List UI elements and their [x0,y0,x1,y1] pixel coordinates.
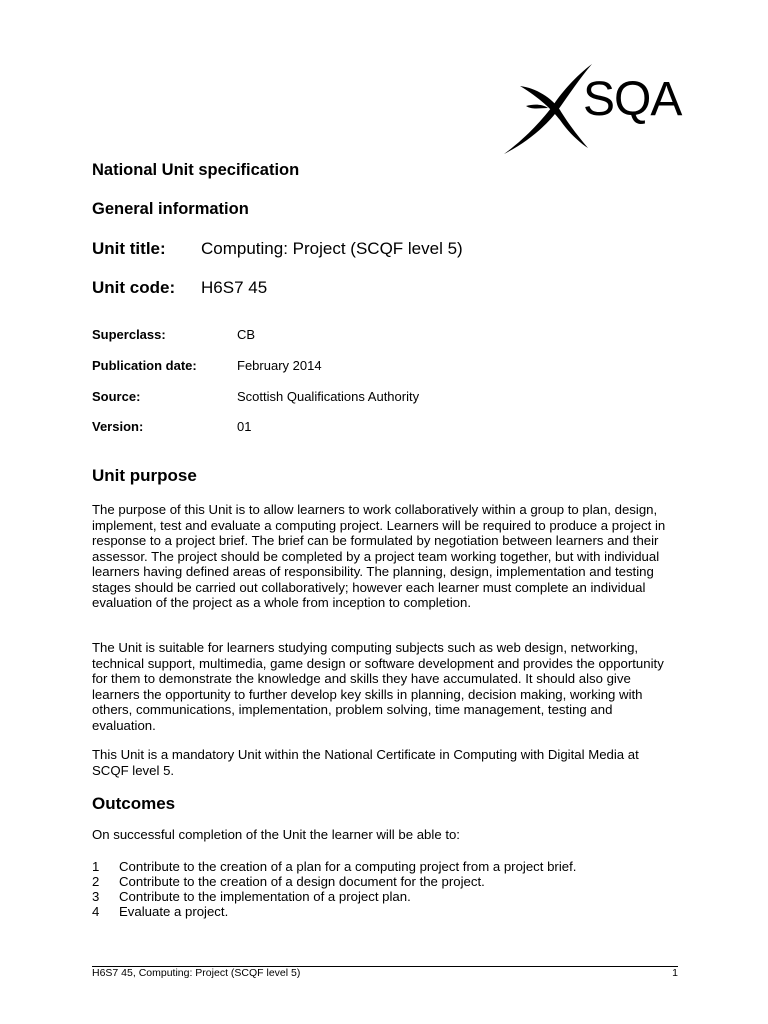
outcome-item [92,905,228,918]
outcome-text: Evaluate a project. [119,904,229,919]
document-type: National Unit specification [92,161,300,179]
outcome-number: 2 [92,874,100,889]
unit-code-value: H6S7 45 [201,278,268,297]
footer-unit-reference: H6S7 45, Computing: Project (SCQF level 5) [92,967,301,979]
unit-title-label: Unit title: [92,239,166,258]
unit-code-label: Unit code: [92,278,176,297]
outcome-item [92,875,485,888]
purpose-paragraph-1: The purpose of this Unit is to allow learners to work collaboratively within a group to plan, design, implement, test and evaluate a computing project. Learners will be required to produce a project in response to a project brief. The brief can be formulated by negotiation between learners and their assessor. The project should be completed by a project team working together, but with individual learners having defined areas of responsibility. The planning, design, implementation and testing stages should be carried out collaboratively; however each learner must complete an individual evaluation of the project as a whole from inception to completion. [92,502,666,610]
outcome-text: Contribute to the creation of a plan for a computing project from a project brief. [119,859,577,874]
source-label: Source: [92,389,141,404]
unit-purpose-heading: Unit purpose [92,466,197,485]
outcomes-heading: Outcomes [92,794,176,813]
sqa-logo-text: SQA [583,73,682,126]
outcome-item [92,860,576,873]
publication-date-value: February 2014 [237,358,322,373]
superclass-value: CB [237,327,256,342]
purpose-paragraph-2: The Unit is suitable for learners studying computing subjects such as web design, networking, technical support, multimedia, game design or software development and provides the opportunity for them to demonstrate the knowledge and skills they have accumulated. It should also give learners the opportunity to further develop key skills in planning, decision making, working with others, communications, implementation, problem solving, time management, testing and evaluation. [92,640,664,733]
purpose-paragraph-3: This Unit is a mandatory Unit within the National Certificate in Computing with Digital Media at SCQF level 5. [92,747,639,778]
outcomes-intro: On successful completion of the Unit the learner will be able to: [92,827,460,842]
outcome-number: 4 [92,904,100,919]
outcome-text: Contribute to the creation of a design document for the project. [119,874,485,889]
source-value: Scottish Qualifications Authority [237,389,420,404]
footer-page-number: 1 [672,967,678,979]
outcome-item [92,890,411,903]
outcome-number: 1 [92,859,100,874]
unit-title-value: Computing: Project (SCQF level 5) [201,239,463,258]
general-information-heading: General information [92,200,249,218]
outcome-number: 3 [92,889,100,904]
version-value: 01 [237,419,252,434]
publication-date-label: Publication date: [92,358,197,373]
outcome-text: Contribute to the implementation of a project plan. [119,889,411,904]
version-label: Version: [92,419,144,434]
superclass-label: Superclass: [92,327,166,342]
